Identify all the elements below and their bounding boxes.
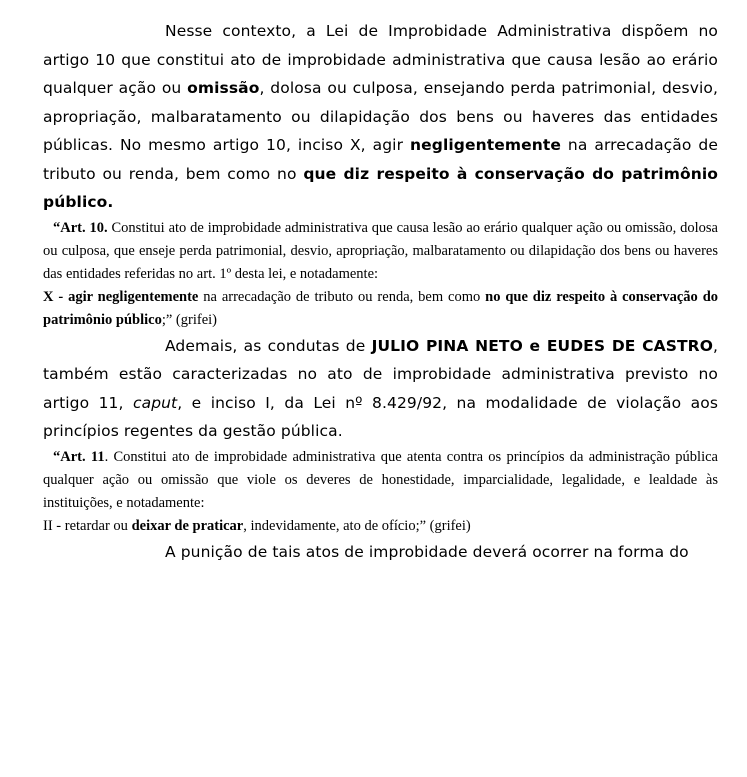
statute-quote-paragraph: [43, 446, 718, 515]
text-run: , indevidamente, ato de ofício;” (grifei): [243, 517, 471, 534]
text-run: Nesse contexto, a Lei de Improbidade Administrativa dispõem no artigo 10 que constitui ato de improbidade administrativa que causa lesão ao erário qualquer ação ou: [43, 22, 718, 97]
text-run: Constitui ato de improbidade administrativa que causa lesão ao erário qualquer ação ou omissão, dolosa ou culposa, que enseje perda patrimonial, desvio, apropriação, malbaratamento ou dilapidação dos bens ou haveres das entidades referidas no art. 1º desta lei, e notadamente:: [43, 219, 718, 282]
text-run: , também estão caracterizadas no ato de improbidade administrativa previsto no artigo 11,: [43, 336, 719, 412]
text-run: II - retardar ou: [43, 517, 132, 534]
text-run: Ademais, as condutas de: [165, 336, 372, 355]
emphasized-text: JULIO PINA NETO e EUDES DE CASTRO: [371, 336, 713, 355]
statute-quote-paragraph: [43, 217, 718, 286]
body-paragraph: [43, 538, 718, 567]
emphasized-text: “Art. 10.: [53, 219, 108, 236]
italic-text: caput: [132, 393, 178, 412]
body-paragraph: [43, 17, 718, 217]
text-run: A punição de tais atos de improbidade deverá ocorrer na forma do: [165, 542, 689, 561]
emphasized-text: deixar de praticar: [131, 517, 244, 534]
text-run: , e inciso I, da Lei nº 8.429/92, na modalidade de violação aos princípios regentes da gestão pública.: [43, 393, 718, 440]
emphasized-text: “Art. 11: [53, 448, 105, 465]
body-paragraph: [43, 332, 718, 446]
text-run: . Constitui ato de improbidade administrativa que atenta contra os princípios da administração pública qualquer ação ou omissão que viole os deveres de honestidade, imparcialidade, legalidade, e lealdade às instituições, e notadamente:: [43, 448, 718, 511]
text-run: na arrecadação de tributo ou renda, bem como: [198, 288, 486, 305]
emphasized-text: no que diz respeito à conservação do patrimônio público: [43, 288, 719, 328]
emphasized-text: negligentemente: [410, 136, 561, 154]
statute-quote-paragraph: [43, 515, 718, 538]
emphasized-text: omissão: [187, 79, 260, 97]
text-run: , dolosa ou culposa, ensejando perda patrimonial, desvio, apropriação, malbaratamento ou dilapidação dos bens ou haveres das entidades públicas. No mesmo artigo 10, inciso X, agir: [43, 79, 718, 154]
emphasized-text: X - agir negligentemente: [43, 288, 199, 305]
text-run: na arrecadação de tributo ou renda, bem como no: [43, 136, 719, 183]
statute-quote-paragraph: [43, 286, 718, 332]
text-run: ;” (grifei): [161, 311, 217, 328]
emphasized-text: que diz respeito à conservação do patrimônio público.: [43, 164, 718, 211]
